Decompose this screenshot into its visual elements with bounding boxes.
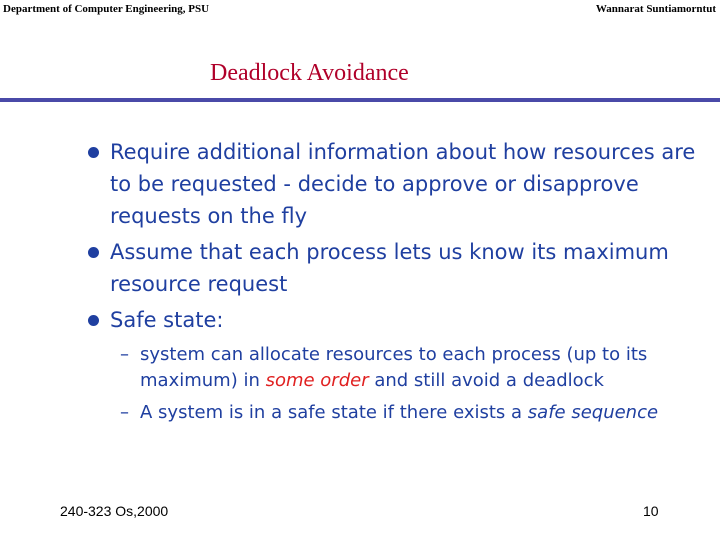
bullet-dot-icon [88,147,99,158]
bullet-item [88,236,698,300]
bullet-dot-icon [88,315,99,326]
department-header: Department of Computer Engineering, PSU [3,3,210,15]
slide-body [88,136,698,426]
sub-text: A system is in a safe state if there exists a [140,402,528,423]
sub-text: and still avoid a deadlock [368,370,604,391]
author-header: Wannarat Suntiamorntut [595,3,716,15]
bullet-item [88,304,698,336]
bullet-dot-icon [88,247,99,258]
bullet-text: Safe state: [110,308,224,332]
slide-title: Deadlock Avoidance [210,60,409,86]
bullet-item [88,136,698,232]
course-footer: 240-323 Os,2000 [60,503,169,519]
dash-icon: – [120,344,129,365]
title-divider [0,98,720,102]
bullet-text: Require additional information about how resources are to be requested - decide to approve or disapprove requests on the fly [110,140,696,228]
highlight-text: some order [265,370,369,391]
sub-item [88,342,698,394]
dash-icon: – [120,402,129,423]
page-number: 10 [643,503,659,519]
sub-item [88,400,698,426]
emphasis-text: safe sequence [527,402,659,423]
sub-text: system can allocate resources to each process (up to its maximum) in [140,344,648,391]
bullet-text: Assume that each process lets us know its maximum resource request [110,240,669,296]
